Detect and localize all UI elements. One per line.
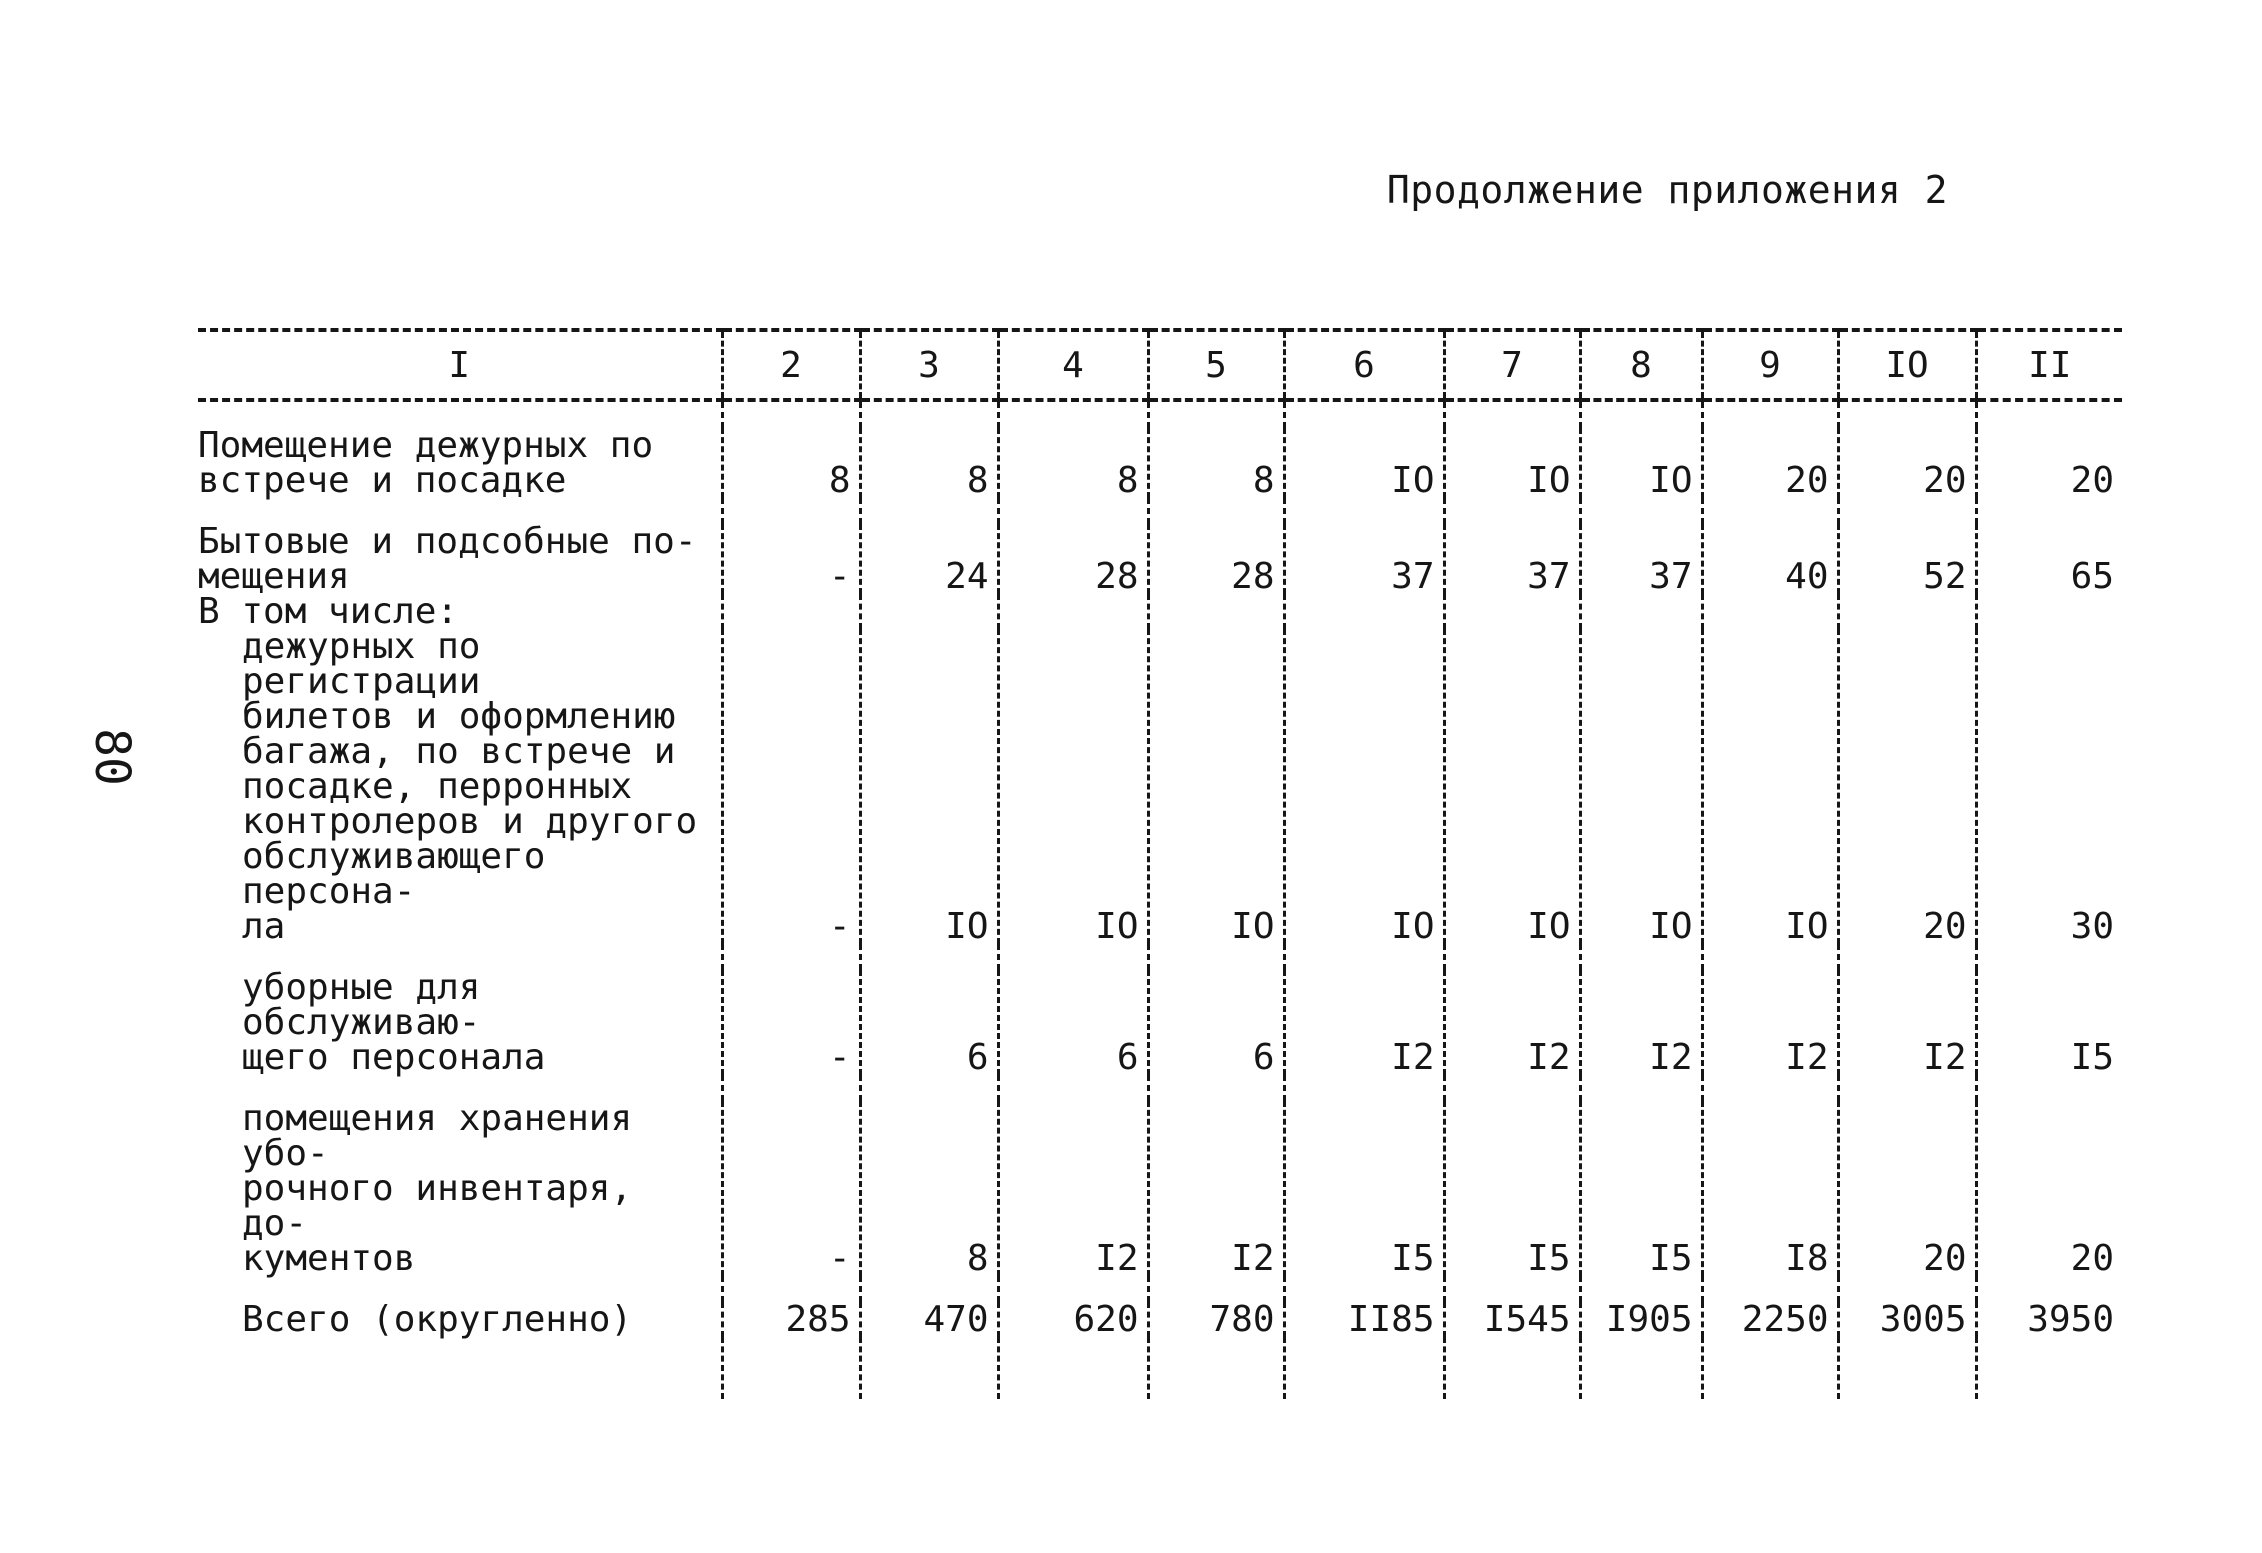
value-cell: IO [998, 629, 1148, 944]
col-header-9: 9 [1702, 330, 1838, 400]
spacer-cell [722, 400, 860, 428]
value-cell: 8 [1148, 428, 1284, 498]
row-label: Бытовые и подсобные по- мещения [198, 521, 697, 597]
value-cell [1838, 594, 1976, 629]
value-cell [860, 594, 998, 629]
table-row [198, 970, 2122, 1075]
value-cell: I2 [1444, 970, 1580, 1075]
spacer-cell [1702, 400, 1838, 428]
col-header-2: 2 [722, 330, 860, 400]
col-header-7: 7 [1444, 330, 1580, 400]
value-cell [722, 594, 860, 629]
spacer-cell [722, 1075, 860, 1101]
value-cell: 24 [860, 524, 998, 594]
value-cell [1444, 594, 1580, 629]
value-cell: 37 [1284, 524, 1444, 594]
table-row [198, 629, 2122, 944]
value-cell: 285 [722, 1302, 860, 1337]
table-row [198, 524, 2122, 594]
spacer-cell [1838, 400, 1976, 428]
value-cell [998, 594, 1148, 629]
value-cell: I5 [1444, 1101, 1580, 1276]
spacer-cell [998, 498, 1148, 524]
value-cell: IO [1580, 428, 1702, 498]
value-cell: I8 [1702, 1101, 1838, 1276]
spacer-cell [1976, 1075, 2122, 1101]
col-header-8: 8 [1580, 330, 1702, 400]
spacer-cell [1838, 1337, 1976, 1399]
value-cell: 3005 [1838, 1302, 1976, 1337]
spacer-cell [1284, 498, 1444, 524]
value-cell: IO [1444, 428, 1580, 498]
spacer-cell [1976, 498, 2122, 524]
row-label: В том числе: [198, 591, 459, 632]
spacer-cell [998, 400, 1148, 428]
col-header-4: 4 [998, 330, 1148, 400]
value-cell: IO [1148, 629, 1284, 944]
table-row [198, 428, 2122, 498]
col-header-3: 3 [860, 330, 998, 400]
value-cell: 6 [1148, 970, 1284, 1075]
value-cell: I2 [1702, 970, 1838, 1075]
spacer-cell [1838, 944, 1976, 970]
value-cell: 20 [1838, 629, 1976, 944]
spacer-cell [1702, 1337, 1838, 1399]
spacer-cell [1580, 498, 1702, 524]
value-cell: I5 [1284, 1101, 1444, 1276]
value-cell: 28 [1148, 524, 1284, 594]
row-spacer [198, 400, 2122, 428]
spacer-cell [860, 1075, 998, 1101]
spacer-cell [722, 944, 860, 970]
table-body [198, 400, 2122, 1399]
value-cell: 20 [1976, 428, 2122, 498]
value-cell: 65 [1976, 524, 2122, 594]
spacer-cell [998, 1075, 1148, 1101]
value-cell: 30 [1976, 629, 2122, 944]
value-cell: 2250 [1702, 1302, 1838, 1337]
spacer-cell [198, 1337, 722, 1399]
value-cell: 780 [1148, 1302, 1284, 1337]
spacer-cell [1444, 1337, 1580, 1399]
value-cell: 3950 [1976, 1302, 2122, 1337]
value-cell: - [722, 1101, 860, 1276]
spacer-cell [860, 498, 998, 524]
spacer-cell [1284, 944, 1444, 970]
col-header-1: I [198, 330, 722, 400]
spacer-cell [1580, 400, 1702, 428]
spacer-cell [1702, 1075, 1838, 1101]
spacer-cell [1148, 1337, 1284, 1399]
header-row [198, 330, 2122, 400]
value-cell: 8 [860, 428, 998, 498]
value-cell: - [722, 970, 860, 1075]
spacer-cell [1148, 944, 1284, 970]
value-cell: I2 [1284, 970, 1444, 1075]
row-label: Помещение дежурных по встрече и посадке [198, 425, 654, 501]
spacer-cell [1976, 944, 2122, 970]
spacer-cell [1284, 1075, 1444, 1101]
col-header-11: II [1976, 330, 2122, 400]
spacer-cell [1838, 498, 1976, 524]
value-cell [1284, 594, 1444, 629]
spacer-cell [1444, 400, 1580, 428]
value-cell: 20 [1702, 428, 1838, 498]
spacer-cell [998, 944, 1148, 970]
continuation-caption: Продолжение приложения 2 [1386, 168, 1948, 212]
value-cell: I2 [998, 1101, 1148, 1276]
value-cell: IO [1284, 629, 1444, 944]
spacer-cell [860, 1337, 998, 1399]
row-label: уборные для обслуживаю- щего персонала [242, 967, 546, 1078]
page-number: 80 [84, 728, 140, 786]
appendix-table [198, 328, 2122, 1399]
value-cell: 20 [1976, 1101, 2122, 1276]
value-cell: IO [860, 629, 998, 944]
spacer-cell [1284, 400, 1444, 428]
value-cell: I2 [1838, 970, 1976, 1075]
col-header-6: 6 [1284, 330, 1444, 400]
value-cell: 470 [860, 1302, 998, 1337]
value-cell: IO [1444, 629, 1580, 944]
table-row [198, 1101, 2122, 1276]
spacer-cell [1148, 498, 1284, 524]
spacer-cell [860, 944, 998, 970]
spacer-cell [1838, 1075, 1976, 1101]
value-cell: 37 [1580, 524, 1702, 594]
col-header-10: IO [1838, 330, 1976, 400]
value-cell: IO [1702, 629, 1838, 944]
value-cell: II85 [1284, 1302, 1444, 1337]
spacer-cell [1444, 1075, 1580, 1101]
spacer-cell [1580, 944, 1702, 970]
value-cell: 8 [998, 428, 1148, 498]
value-cell: IO [1284, 428, 1444, 498]
value-cell: I5 [1580, 1101, 1702, 1276]
value-cell: 20 [1838, 1101, 1976, 1276]
spacer-cell [1444, 944, 1580, 970]
spacer-cell [1148, 400, 1284, 428]
value-cell: 40 [1702, 524, 1838, 594]
spacer-cell [1976, 400, 2122, 428]
spacer-cell [1444, 498, 1580, 524]
spacer-cell [722, 1337, 860, 1399]
spacer-cell [998, 1337, 1148, 1399]
value-cell [1580, 594, 1702, 629]
col-header-5: 5 [1148, 330, 1284, 400]
spacer-cell [1702, 498, 1838, 524]
value-cell: 20 [1838, 428, 1976, 498]
value-cell [1702, 594, 1838, 629]
value-cell: 37 [1444, 524, 1580, 594]
spacer-cell [722, 498, 860, 524]
value-cell: 28 [998, 524, 1148, 594]
value-cell: I545 [1444, 1302, 1580, 1337]
value-cell: IO [1580, 629, 1702, 944]
spacer-cell [1702, 944, 1838, 970]
value-cell: 52 [1838, 524, 1976, 594]
value-cell: I2 [1148, 1101, 1284, 1276]
spacer-cell [860, 400, 998, 428]
spacer-cell [198, 400, 722, 428]
value-cell: 6 [998, 970, 1148, 1075]
spacer-cell [1580, 1337, 1702, 1399]
spacer-cell [1148, 1075, 1284, 1101]
row-spacer [198, 944, 2122, 970]
value-cell [1148, 594, 1284, 629]
spacer-cell [1284, 1337, 1444, 1399]
row-spacer [198, 1337, 2122, 1399]
row-label: Всего (округленно) [242, 1299, 633, 1340]
table-row [198, 594, 2122, 629]
value-cell: I905 [1580, 1302, 1702, 1337]
row-label: дежурных по регистрации билетов и оформлению багажа, по встрече и посадке, перронных контролеров и другого обслуживающего персона- ла [242, 626, 698, 947]
value-cell [1976, 594, 2122, 629]
row-label: помещения хранения убо- рочного инвентаря, до- кументов [242, 1098, 633, 1279]
value-cell: I5 [1976, 970, 2122, 1075]
value-cell: - [722, 524, 860, 594]
spacer-cell [1976, 1337, 2122, 1399]
value-cell: - [722, 629, 860, 944]
value-cell: 8 [860, 1101, 998, 1276]
value-cell: 8 [722, 428, 860, 498]
table-row [198, 1302, 2122, 1337]
value-cell: 620 [998, 1302, 1148, 1337]
value-cell: 6 [860, 970, 998, 1075]
spacer-cell [1580, 1075, 1702, 1101]
value-cell: I2 [1580, 970, 1702, 1075]
